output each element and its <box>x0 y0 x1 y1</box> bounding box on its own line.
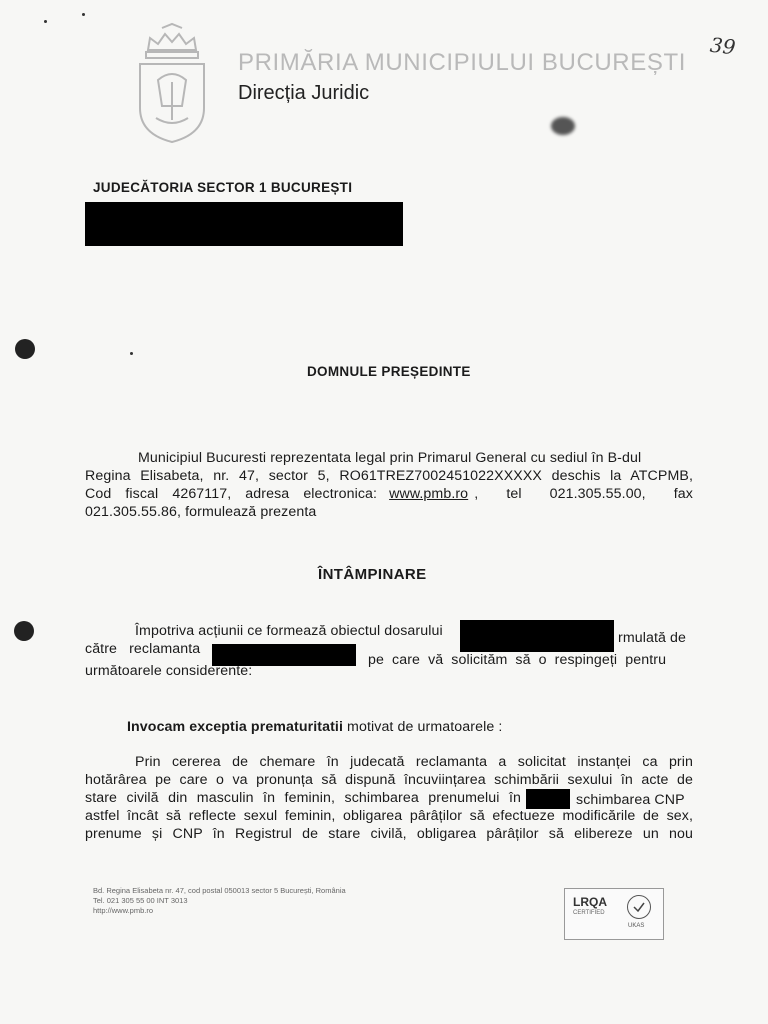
against-line-1-end: rmulată de <box>618 630 687 646</box>
addressee: DOMNULE PREȘEDINTE <box>307 364 471 379</box>
against-line-3: următoarele considerente: <box>85 663 253 679</box>
request-line-5: prenume și CNP în Registrul de stare civilă, obligarea pârâților să elibereze un nou <box>85 826 693 842</box>
against-line-1-start: Împotriva acțiunii ce formează obiectul dosarului <box>135 623 443 639</box>
exception-statement <box>127 719 502 737</box>
redaction-block <box>85 202 403 246</box>
intro-line-3-text: Cod fiscal 4267117, adresa electronica: <box>85 486 378 502</box>
certification-badge <box>564 888 664 940</box>
footer-address: Bd. Regina Elisabeta nr. 47, cod postal 050013 sector 5 București, România <box>93 886 346 895</box>
intro-line-3 <box>85 486 693 504</box>
coat-of-arms-logo <box>132 22 212 144</box>
request-line-2: hotărârea pe care o va pronunța să dispună încuviințarea schimbării sexului în acte de <box>85 772 693 788</box>
redaction-block <box>460 620 614 652</box>
document-title: ÎNTÂMPINARE <box>318 566 427 583</box>
request-line-1: Prin cererea de chemare în judecată reclamanta a solicitat instanței ca prin <box>135 754 693 770</box>
request-line-3-end: schimbarea CNP <box>576 792 685 808</box>
certification-sub: CERTIFIED <box>573 910 605 916</box>
scan-smudge <box>551 117 575 135</box>
exception-bold: Invocam exceptia prematuritatii <box>127 719 343 735</box>
against-line-2-end: pe care vă solicităm să o respingeți pentru <box>368 652 667 668</box>
department-name: Direcția Juridic <box>238 82 370 104</box>
redaction-block <box>526 789 570 809</box>
ukas-label: UKAS <box>628 923 645 929</box>
intro-line-2: Regina Elisabeta, nr. 47, sector 5, RO61TREZ7002451022XXXXX deschis la ATCPMB, <box>85 468 693 484</box>
intro-line-1: Municipiul Bucuresti reprezentata legal prin Primarul General cu sediul în B-dul <box>138 450 642 466</box>
footer-phone: Tel. 021 305 55 00 INT 3013 <box>93 896 188 905</box>
request-line-3-start: stare civilă din masculin în feminin, schimbarea prenumelui în <box>85 790 521 806</box>
website-link[interactable]: www.pmb.ro <box>389 486 469 502</box>
scan-speck <box>82 13 85 16</box>
certification-name: LRQA <box>573 895 607 909</box>
against-line-2-start: către reclamanta <box>85 641 201 657</box>
punch-hole <box>14 621 34 641</box>
institution-name: PRIMĂRIA MUNICIPIULUI BUCUREȘTI <box>238 49 686 76</box>
ukas-icon <box>627 895 651 919</box>
request-line-4: astfel încât să reflecte sexul feminin, obligarea pârâților să efectueze modificările de sex, <box>85 808 693 824</box>
intro-line-3-contact: , tel 021.305.55.00, fax <box>474 486 693 502</box>
handwritten-page-number: 39 <box>708 32 737 60</box>
exception-rest: motivat de urmatoarele : <box>343 719 503 735</box>
court-heading: JUDECĂTORIA SECTOR 1 BUCUREȘTI <box>93 180 353 195</box>
scan-speck <box>130 352 133 355</box>
intro-line-4: 021.305.55.86, formulează prezenta <box>85 504 317 520</box>
punch-hole <box>15 339 35 359</box>
scan-speck <box>44 20 47 23</box>
footer-website: http://www.pmb.ro <box>93 906 154 915</box>
